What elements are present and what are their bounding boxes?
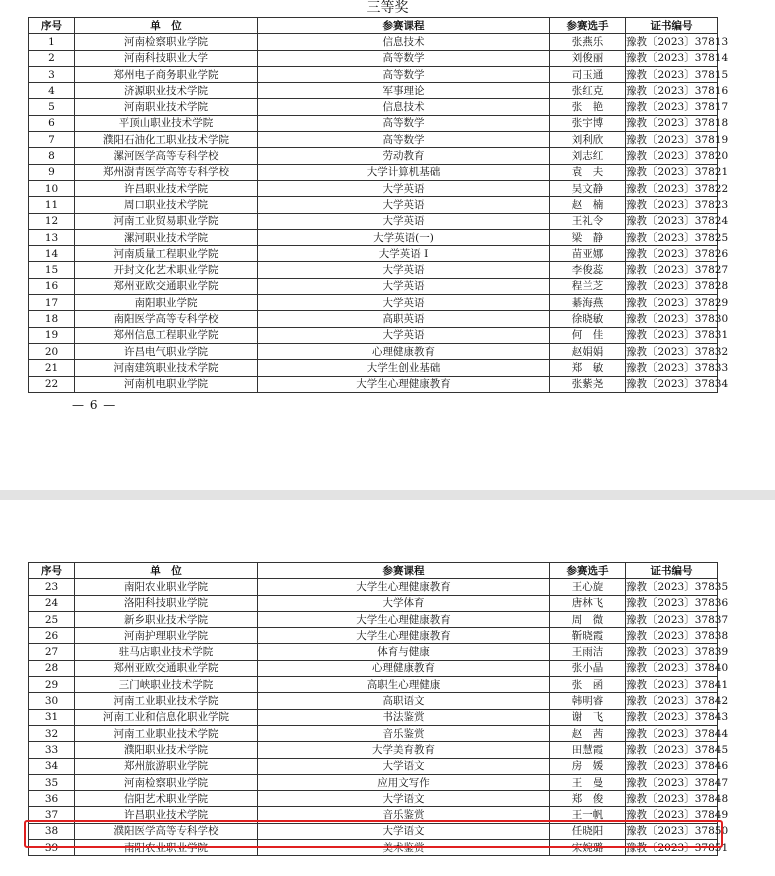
cell-index: 3	[29, 66, 75, 82]
header-unit: 单 位	[75, 563, 258, 579]
cell-index: 14	[29, 246, 75, 262]
cell-cert: 豫教〔2023〕37834	[626, 376, 718, 392]
cell-player: 刘志红	[550, 148, 626, 164]
cell-index: 29	[29, 677, 75, 693]
cell-player: 王心旋	[550, 579, 626, 595]
cell-cert: 豫教〔2023〕37818	[626, 115, 718, 131]
cell-course: 应用文写作	[258, 774, 550, 790]
cell-unit: 河南科技职业大学	[75, 50, 258, 66]
cell-course: 音乐鉴赏	[258, 725, 550, 741]
cell-index: 10	[29, 180, 75, 196]
cell-course: 大学英语	[258, 327, 550, 343]
cell-course: 心理健康教育	[258, 343, 550, 359]
cell-player: 赵 楠	[550, 197, 626, 213]
cell-index: 28	[29, 660, 75, 676]
cell-course: 劳动教育	[258, 148, 550, 164]
cell-index: 20	[29, 343, 75, 359]
cell-unit: 河南机电职业学院	[75, 376, 258, 392]
cell-course: 信息技术	[258, 34, 550, 50]
cell-course: 大学英语(一)	[258, 229, 550, 245]
cell-player: 王礼令	[550, 213, 626, 229]
cell-course: 大学生心理健康教育	[258, 628, 550, 644]
cell-unit: 河南检察职业学院	[75, 34, 258, 50]
table-row	[29, 229, 718, 245]
table-header-row	[29, 563, 718, 579]
header-index: 序号	[29, 18, 75, 34]
cell-cert: 豫教〔2023〕37819	[626, 132, 718, 148]
cell-index: 21	[29, 360, 75, 376]
cell-unit: 濮阳职业技术学院	[75, 742, 258, 758]
cell-cert: 豫教〔2023〕37826	[626, 246, 718, 262]
cell-course: 高职英语	[258, 311, 550, 327]
table-row	[29, 327, 718, 343]
cell-player: 房 媛	[550, 758, 626, 774]
header-cert: 证书编号	[626, 18, 718, 34]
cell-unit: 郑州亚欧交通职业学院	[75, 660, 258, 676]
table-row	[29, 213, 718, 229]
award-table-2	[28, 562, 729, 856]
cell-index: 12	[29, 213, 75, 229]
cell-cert: 豫教〔2023〕37828	[626, 278, 718, 294]
cell-player: 苗亚娜	[550, 246, 626, 262]
cell-index: 36	[29, 791, 75, 807]
cell-index: 27	[29, 644, 75, 660]
cell-index: 9	[29, 164, 75, 180]
table-row	[29, 677, 718, 693]
table-row	[29, 99, 718, 115]
cell-unit: 河南职业技术学院	[75, 99, 258, 115]
cell-unit: 周口职业技术学院	[75, 197, 258, 213]
table-row	[29, 115, 718, 131]
cell-course: 大学生心理健康教育	[258, 579, 550, 595]
cell-cert: 豫教〔2023〕37835	[626, 579, 718, 595]
table-row	[29, 579, 718, 595]
cell-index: 1	[29, 34, 75, 50]
cell-index: 33	[29, 742, 75, 758]
table-row	[29, 376, 718, 392]
cell-course: 高职生心理健康	[258, 677, 550, 693]
cell-index: 30	[29, 693, 75, 709]
cell-index: 37	[29, 807, 75, 823]
cell-player: 张 艳	[550, 99, 626, 115]
cell-unit: 信阳艺术职业学院	[75, 791, 258, 807]
header-course: 参赛课程	[258, 18, 550, 34]
cell-index: 6	[29, 115, 75, 131]
cell-unit: 河南检察职业学院	[75, 774, 258, 790]
cell-player: 袁 夫	[550, 164, 626, 180]
cell-unit: 南阳医学高等专科学校	[75, 311, 258, 327]
cell-cert: 豫教〔2023〕37849	[626, 807, 718, 823]
highlight-box	[24, 820, 723, 848]
cell-player: 程兰芝	[550, 278, 626, 294]
cell-course: 大学英语	[258, 197, 550, 213]
header-course: 参赛课程	[258, 563, 550, 579]
cell-unit: 南阳职业学院	[75, 295, 258, 311]
table-row	[29, 50, 718, 66]
cell-cert: 豫教〔2023〕37843	[626, 709, 718, 725]
cell-course: 大学生心理健康教育	[258, 376, 550, 392]
header-index: 序号	[29, 563, 75, 579]
cell-cert: 豫教〔2023〕37827	[626, 262, 718, 278]
cell-player: 宋婉璐	[550, 840, 626, 856]
cell-cert: 豫教〔2023〕37842	[626, 693, 718, 709]
cell-unit: 许昌职业技术学院	[75, 807, 258, 823]
cell-unit: 河南建筑职业技术学院	[75, 360, 258, 376]
cell-unit: 濮阳石油化工职业技术学院	[75, 132, 258, 148]
cell-index: 26	[29, 628, 75, 644]
cell-cert: 豫教〔2023〕37830	[626, 311, 718, 327]
cell-course: 书法鉴赏	[258, 709, 550, 725]
cell-unit: 三门峡职业技术学院	[75, 677, 258, 693]
cell-cert: 豫教〔2023〕37821	[626, 164, 718, 180]
cell-cert: 豫教〔2023〕37840	[626, 660, 718, 676]
cell-course: 大学英语	[258, 278, 550, 294]
cell-player: 周 微	[550, 611, 626, 627]
cell-unit: 许昌职业技术学院	[75, 180, 258, 196]
table-row	[29, 644, 718, 660]
cell-cert: 豫教〔2023〕37836	[626, 595, 718, 611]
table-row	[29, 660, 718, 676]
header-unit: 单 位	[75, 18, 258, 34]
cell-player: 司玉通	[550, 66, 626, 82]
page-separator	[0, 490, 775, 500]
cell-course: 大学英语	[258, 295, 550, 311]
cell-player: 张红克	[550, 83, 626, 99]
cell-course: 大学英语 I	[258, 246, 550, 262]
cell-index: 18	[29, 311, 75, 327]
table-row	[29, 343, 718, 359]
cell-cert: 豫教〔2023〕37837	[626, 611, 718, 627]
cell-index: 35	[29, 774, 75, 790]
cell-course: 美术鉴赏	[258, 840, 550, 856]
cell-cert: 豫教〔2023〕37814	[626, 50, 718, 66]
cell-course: 大学生心理健康教育	[258, 611, 550, 627]
cell-unit: 郑州旅游职业学院	[75, 758, 258, 774]
cell-player: 李俊蕊	[550, 262, 626, 278]
cell-cert: 豫教〔2023〕37832	[626, 343, 718, 359]
cell-cert: 豫教〔2023〕37824	[626, 213, 718, 229]
cell-course: 大学英语	[258, 180, 550, 196]
cell-unit: 濮阳医学高等专科学校	[75, 823, 258, 839]
award-table-1	[28, 17, 729, 393]
cell-course: 音乐鉴赏	[258, 807, 550, 823]
cell-course: 心理健康教育	[258, 660, 550, 676]
table-row	[29, 725, 718, 741]
cell-index: 25	[29, 611, 75, 627]
cell-unit: 郑州澍青医学高等专科学校	[75, 164, 258, 180]
cell-player: 梁 静	[550, 229, 626, 245]
cell-index: 11	[29, 197, 75, 213]
cell-cert: 豫教〔2023〕37831	[626, 327, 718, 343]
cell-unit: 开封文化艺术职业学院	[75, 262, 258, 278]
cell-unit: 济源职业技术学院	[75, 83, 258, 99]
cell-unit: 许昌电气职业学院	[75, 343, 258, 359]
table-row	[29, 34, 718, 50]
cell-course: 大学英语	[258, 213, 550, 229]
table-row	[29, 83, 718, 99]
cell-player: 唐林飞	[550, 595, 626, 611]
table-row	[29, 66, 718, 82]
cell-index: 22	[29, 376, 75, 392]
cell-course: 体育与健康	[258, 644, 550, 660]
cell-unit: 漯河职业技术学院	[75, 229, 258, 245]
cell-player: 田慧霞	[550, 742, 626, 758]
cell-player: 韩明睿	[550, 693, 626, 709]
cell-index: 16	[29, 278, 75, 294]
cell-player: 赵娟娟	[550, 343, 626, 359]
cell-index: 39	[29, 840, 75, 856]
cell-cert: 豫教〔2023〕37838	[626, 628, 718, 644]
table-row	[29, 197, 718, 213]
cell-index: 5	[29, 99, 75, 115]
table-row	[29, 246, 718, 262]
table-row	[29, 595, 718, 611]
cell-player: 綦海燕	[550, 295, 626, 311]
cell-index: 15	[29, 262, 75, 278]
cell-cert: 豫教〔2023〕37816	[626, 83, 718, 99]
cell-player: 任晓阳	[550, 823, 626, 839]
cell-index: 24	[29, 595, 75, 611]
cell-unit: 河南工业职业技术学院	[75, 725, 258, 741]
table-row	[29, 164, 718, 180]
cell-course: 高等数学	[258, 66, 550, 82]
cell-cert: 豫教〔2023〕37833	[626, 360, 718, 376]
header-player: 参赛选手	[550, 18, 626, 34]
cell-index: 2	[29, 50, 75, 66]
header-player: 参赛选手	[550, 563, 626, 579]
cell-course: 军事理论	[258, 83, 550, 99]
cell-cert: 豫教〔2023〕37823	[626, 197, 718, 213]
cell-index: 32	[29, 725, 75, 741]
table-header-row	[29, 18, 718, 34]
cell-index: 4	[29, 83, 75, 99]
cell-player: 何 佳	[550, 327, 626, 343]
cell-cert: 豫教〔2023〕37839	[626, 644, 718, 660]
cell-player: 王雨洁	[550, 644, 626, 660]
cell-player: 刘俊丽	[550, 50, 626, 66]
cell-player: 靳晓霞	[550, 628, 626, 644]
cell-course: 大学美育教育	[258, 742, 550, 758]
table-row	[29, 611, 718, 627]
cell-unit: 河南工业和信息化职业学院	[75, 709, 258, 725]
cell-course: 高等数学	[258, 115, 550, 131]
cell-unit: 平顶山职业技术学院	[75, 115, 258, 131]
cell-cert: 豫教〔2023〕37851	[626, 840, 718, 856]
cell-unit: 郑州信息工程职业学院	[75, 327, 258, 343]
table-row	[29, 693, 718, 709]
table-row	[29, 278, 718, 294]
cell-unit: 河南护理职业学院	[75, 628, 258, 644]
cell-cert: 豫教〔2023〕37813	[626, 34, 718, 50]
cell-cert: 豫教〔2023〕37825	[626, 229, 718, 245]
cell-unit: 河南工业贸易职业学院	[75, 213, 258, 229]
cell-player: 郑 俊	[550, 791, 626, 807]
cell-cert: 豫教〔2023〕37847	[626, 774, 718, 790]
cell-player: 王 曼	[550, 774, 626, 790]
cell-unit: 郑州电子商务职业学院	[75, 66, 258, 82]
cell-index: 17	[29, 295, 75, 311]
cell-index: 13	[29, 229, 75, 245]
table-row	[29, 360, 718, 376]
table-row	[29, 774, 718, 790]
cell-cert: 豫教〔2023〕37845	[626, 742, 718, 758]
cell-cert: 豫教〔2023〕37850	[626, 823, 718, 839]
cell-player: 张紫尧	[550, 376, 626, 392]
cell-index: 23	[29, 579, 75, 595]
cell-index: 31	[29, 709, 75, 725]
cell-index: 7	[29, 132, 75, 148]
cell-cert: 豫教〔2023〕37848	[626, 791, 718, 807]
cell-course: 大学计算机基础	[258, 164, 550, 180]
cell-player: 徐晓敏	[550, 311, 626, 327]
cell-course: 大学语文	[258, 791, 550, 807]
cell-player: 郑 敏	[550, 360, 626, 376]
cell-unit: 郑州亚欧交通职业学院	[75, 278, 258, 294]
cell-unit: 洛阳科技职业学院	[75, 595, 258, 611]
table-row	[29, 311, 718, 327]
table-row	[29, 148, 718, 164]
cell-unit: 新乡职业技术学院	[75, 611, 258, 627]
cell-course: 大学语文	[258, 758, 550, 774]
cell-unit: 驻马店职业技术学院	[75, 644, 258, 660]
cell-course: 高等数学	[258, 50, 550, 66]
cell-course: 高等数学	[258, 132, 550, 148]
table-row	[29, 132, 718, 148]
cell-unit: 漯河医学高等专科学校	[75, 148, 258, 164]
cell-unit: 南阳农业职业学院	[75, 840, 258, 856]
cell-player: 刘利欣	[550, 132, 626, 148]
cell-cert: 豫教〔2023〕37841	[626, 677, 718, 693]
page-number: — 6 —	[72, 398, 117, 412]
table-row	[29, 709, 718, 725]
cell-player: 张燕乐	[550, 34, 626, 50]
cell-player: 赵 茜	[550, 725, 626, 741]
cell-unit: 河南质量工程职业学院	[75, 246, 258, 262]
cell-course: 大学生创业基础	[258, 360, 550, 376]
cell-course: 大学体育	[258, 595, 550, 611]
table-row	[29, 295, 718, 311]
cell-cert: 豫教〔2023〕37829	[626, 295, 718, 311]
cell-index: 34	[29, 758, 75, 774]
cell-cert: 豫教〔2023〕37815	[626, 66, 718, 82]
cell-player: 王一帆	[550, 807, 626, 823]
cell-player: 张宇博	[550, 115, 626, 131]
cell-index: 8	[29, 148, 75, 164]
table-row	[29, 262, 718, 278]
cell-player: 吴文静	[550, 180, 626, 196]
cell-course: 大学英语	[258, 262, 550, 278]
cell-unit: 河南工业职业技术学院	[75, 693, 258, 709]
table-row	[29, 758, 718, 774]
cell-index: 19	[29, 327, 75, 343]
cell-cert: 豫教〔2023〕37817	[626, 99, 718, 115]
cell-cert: 豫教〔2023〕37844	[626, 725, 718, 741]
cell-player: 张 函	[550, 677, 626, 693]
table-row	[29, 742, 718, 758]
cell-unit: 南阳农业职业学院	[75, 579, 258, 595]
cell-cert: 豫教〔2023〕37820	[626, 148, 718, 164]
table-row	[29, 791, 718, 807]
cell-cert: 豫教〔2023〕37822	[626, 180, 718, 196]
cell-player: 张小晶	[550, 660, 626, 676]
cell-player: 谢 飞	[550, 709, 626, 725]
cell-cert: 豫教〔2023〕37846	[626, 758, 718, 774]
award-heading: 三等奖	[366, 0, 409, 16]
cell-course: 高职语文	[258, 693, 550, 709]
table-row	[29, 628, 718, 644]
cell-course: 信息技术	[258, 99, 550, 115]
cell-index: 38	[29, 823, 75, 839]
header-cert: 证书编号	[626, 563, 718, 579]
table-row	[29, 180, 718, 196]
cell-course: 大学语文	[258, 823, 550, 839]
